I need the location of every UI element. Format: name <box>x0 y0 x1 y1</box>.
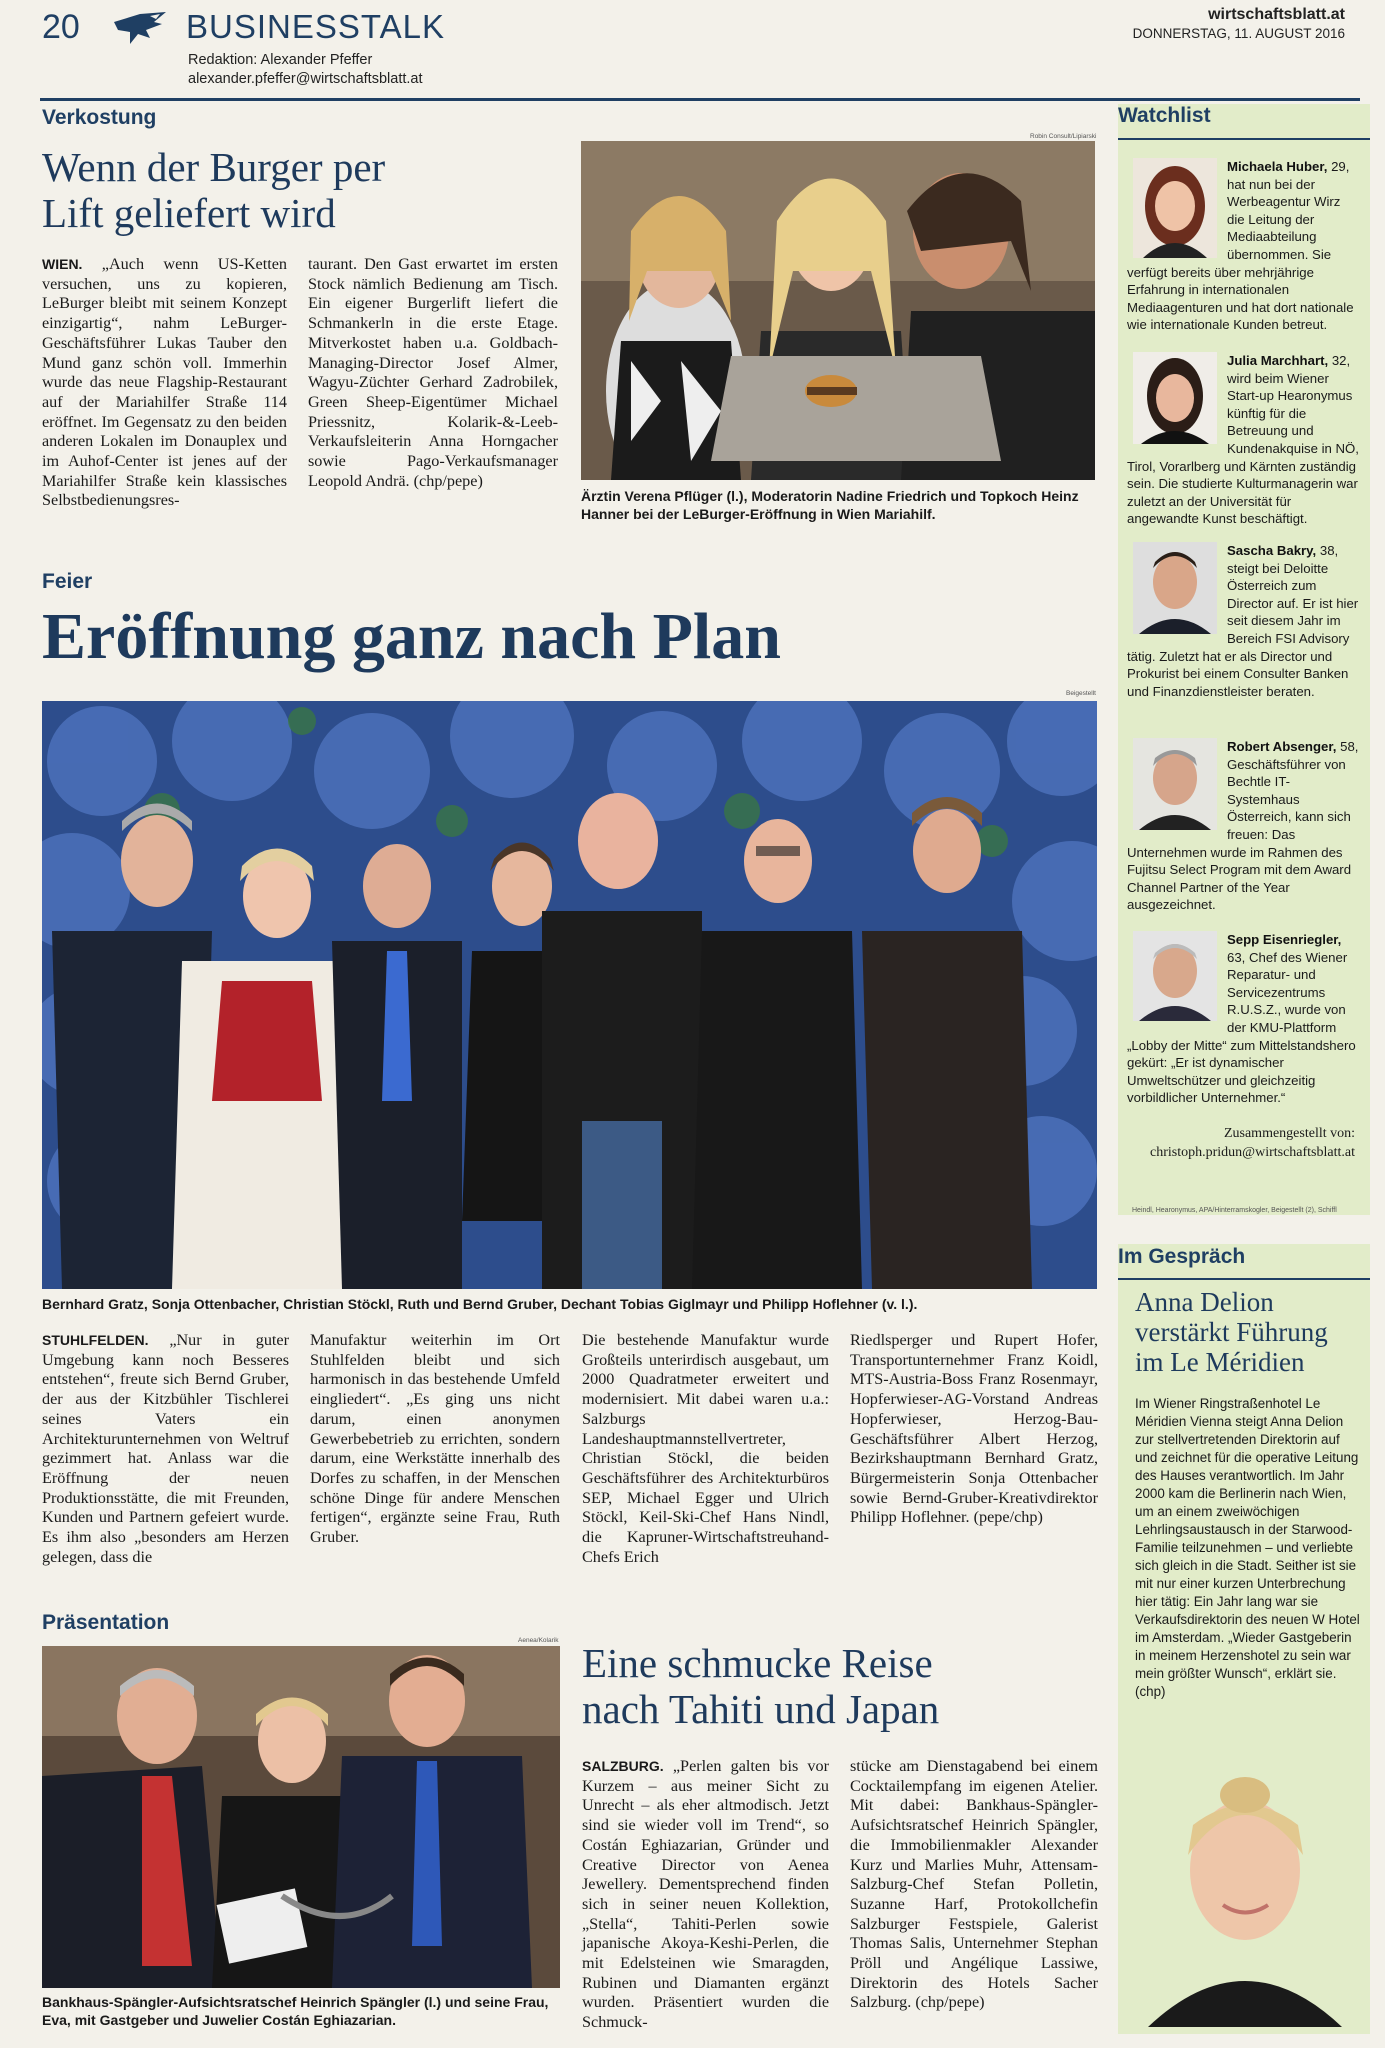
watchlist-compiled-email[interactable]: christoph.pridun@wirtschaftsblatt.at <box>1150 1145 1355 1160</box>
watchlist-text-eisenriegler: 63, Chef des Wiener Reparatur- und Servicezentrums R.U.S.Z., wurde von der KMU-Plattform „Lobby der Mitte“ zum Mittelstandshero gekürt: „Er ist dynamischer Umweltschützer und gleichzeitig vorbildlicher Unternehmer.“ <box>1127 949 1356 1106</box>
section-label-feier: Feier <box>42 570 93 593</box>
burger-dateline: WIEN. <box>42 256 83 272</box>
feier-col-2-text: Manufaktur weiterhin im Ort Stuhlfelden bleibt und sich harmonisch in das bestehende Umfeld eingliedert“. „Es ging uns nicht darum, einen anonymen Gewerbebetrieb zu errichten, sondern darum, eine Werkstätte innerhalb des Dorfes zu schaffen, in der Menschen schöne Dinge für andere Menschen fertigen“, ergänzte seine Frau, Ruth Gruber. <box>310 1331 560 1547</box>
caption-burger: Ärztin Verena Pflüger (l.), Moderatorin Nadine Friedrich und Topkoch Heinz Hanner bei der LeBurger-Eröffnung in Wien Mariahilf. <box>581 488 1079 522</box>
section-label-im-gespraech: Im Gespräch <box>1118 1245 1246 1268</box>
photo-praesentation <box>42 1646 560 1988</box>
photo-credit-burger: Robin Consult/Lipiarski <box>1030 133 1097 140</box>
caption-eroeffnung: Bernhard Gratz, Sonja Ottenbacher, Christian Stöckl, Ruth und Bernd Gruber, Dechant Tobias Giglmayr und Philipp Hoflehner (v. l.). <box>42 1296 918 1312</box>
watchlist-text-huber: 29, hat nun bei der Werbeagentur Wirz die Leitung der Mediaabteilung übernommen. Sie verfügt bereits über mehrjährige Erfahrung in internationalen Mediaagenturen und hat dort nationale wie internationale Kunden betreut. <box>1127 159 1354 333</box>
page-number: 20 <box>42 8 80 46</box>
interview-text: Im Wiener Ringstraßenhotel Le Méridien Vienna steigt Anna Delion zur stellvertretenden Direktorin auf und zeichnet für die operative Leitung des Hauses verantwortlich. Im Jahr 2000 kam die Berlinerin nach Wien, um an einem zweiwöchigen Lehrlingsaustausch in der Starwood-Familie teilzunehmen – und verliebte sich gleich in die Stadt. Seither ist sie mit nur einer kurzen Unterbrechung hier tätig: Ein Jahr lang war sie Verkaufsdirektorin des neuen W Hotel im Amsterdam. „Wieder Gastgeberin in meinem Herzenshotel zu sein war mein größter Wunsch“, erklärt sie. (chp) <box>1135 1396 1360 1699</box>
watchlist-photo-credits: Heindl, Hearonymus, APA/Hinterramskogler, Beigestellt (2), Schiffl <box>1132 1207 1337 1214</box>
watchlist-name-eisenriegler: Sepp Eisenriegler, <box>1227 932 1342 947</box>
burger-col-1 <box>42 255 287 511</box>
headline-schmuck-line2: nach Tahiti und Japan <box>582 1686 940 1733</box>
schmuck-dateline: SALZBURG. <box>582 1758 664 1774</box>
schmuck-col-1 <box>582 1757 829 2033</box>
schmuck-col-2-text: stücke am Dienstagabend bei einem Cocktailempfang im eigenen Atelier. Mit dabei: Bankhaus-Spängler-Aufsichtsratschef Heinrich Spängler, die Immobilienmakler Alexander Kurz und Marlies Muhr, Attensam-Salzburg-Chef Stefan Polletin, Suzanne Harf, Protokollchefin Salzburger Festspiele, Galerist Thomas Salis, Unternehmer Stephan Pröll und Angélique Lassiwe, Direktorin des Hotels Sacher Salzburg. (chp/pepe) <box>850 1757 1098 2012</box>
issue-date: DONNERSTAG, 11. AUGUST 2016 <box>1132 26 1345 41</box>
watchlist-entry-marchhart <box>1127 352 1359 528</box>
burger-col-2 <box>308 255 558 491</box>
photo-credit-praesentation: Aenea/Kolarik <box>518 1637 559 1644</box>
watchlist-name-marchhart: Julia Marchhart, <box>1227 353 1329 368</box>
photo-eroeffnung-group <box>42 701 1097 1289</box>
photo-burger-opening <box>581 141 1095 480</box>
feier-col-3 <box>582 1331 829 1567</box>
feier-col-2 <box>310 1331 560 1548</box>
headline-burger <box>42 144 582 237</box>
feier-col-1-text: „Nur in guter Umgebung kann noch Besseres entstehen“, freute sich Bernd Gruber, der aus der Kitzbühler Tischlerei seines Vaters ein Architekturunternehmen von Weltruf gezimmert hat. Anlass war die Eröffnung der neuen Produktionsstätte, die mit Freunden, Kunden und Partnern gefeiert wurde. Es ihm also „besonders am Herzen gelegen, dass die <box>42 1331 290 1566</box>
watchlist-text-absenger: 58, Geschäftsführer von Bechtle IT-Systemhaus Österreich, kann sich freuen: Das Unternehmen wurde im Rahmen des Fujitsu Select Program mit dem Award Channel Partner of the Year ausgezeichnet. <box>1127 739 1359 913</box>
section-label-watchlist: Watchlist <box>1118 104 1211 127</box>
headline-schmuck <box>582 1640 1102 1733</box>
burger-col-2-text: taurant. Den Gast erwartet im ersten Stock nämlich Bedienung am Tisch. Ein eigener Burgerlift liefert die Schmankerln in die erste Etage. Mitverkostet haben u.a. Goldbach-Managing-Director Josef Almer, Wagyu-Züchter Gerhard Zadrobilek, Green Sheep-Eigentümer Michael Priessnitz, Kolarik-&-Leeb-Verkaufsleiterin Anna Horngacher sowie Pago-Verkaufsmanager Leopold Andrä. (chp/pepe) <box>308 255 558 490</box>
editor-line: Redaktion: Alexander Pfeffer <box>188 52 373 68</box>
headline-anna-delion <box>1135 1287 1365 1378</box>
photo-credit-feier: Beigestellt <box>1066 690 1096 697</box>
headline-delion-line3: im Le Méridien <box>1135 1347 1305 1378</box>
watchlist-name-bakry: Sascha Bakry, <box>1227 543 1317 558</box>
watchlist-entry-huber <box>1127 158 1359 334</box>
eagle-logo-icon <box>110 8 170 48</box>
headline-schmuck-line1: Eine schmucke Reise <box>582 1640 933 1686</box>
feier-col-4-text: Riedlsperger und Rupert Hofer, Transportunternehmer Franz Koidl, MTS-Austria-Boss Franz Rosenmayr, Hopferwieser-AG-Vorstand Andreas Hopferwieser, Herzog-Bau-Geschäftsführer Albert Herzog, Bezirkshauptmann Bernhard Gratz, Bürgermeisterin Sonja Ottenbacher sowie Bernd-Gruber-Kreativdirektor Philipp Hoflehner. (pepe/chp) <box>850 1331 1098 1527</box>
watchlist-name-huber: Michaela Huber, <box>1227 159 1328 174</box>
watchlist-name-absenger: Robert Absenger, <box>1227 739 1337 754</box>
feier-dateline: STUHLFELDEN. <box>42 1332 149 1348</box>
schmuck-col-1-text: „Perlen galten bis vor Kurzem – aus meiner Sicht zu Unrecht – als eher altmodisch. Jetzt sind sie wieder voll im Trend“, so Costán Eghiazarian, Gründer und Creative Director von Aenea Jewellery. Dementsprechend finden sich in seiner neuen Kollektion, „Stella“, Tahiti-Perlen sowie japanische Akoya-Keshi-Perlen, die mit Edelsteinen wie Smaragden, Rubinen und Diamanten ergänzt wurden. Präsentiert wurden die Schmuck- <box>582 1757 830 2032</box>
watchlist-text-bakry: 38, steigt bei Deloitte Österreich zum Director auf. Er ist hier seit diesem Jahr im Bereich FSI Advisory tätig. Zuletzt hat er als Director und Prokurist bei einem Consulter Banken und Finanzdienstleister beraten. <box>1127 543 1359 699</box>
masthead-rule <box>40 98 1360 101</box>
caption-praesentation: Bankhaus-Spängler-Aufsichtsratschef Heinrich Spängler (l.) und seine Frau, Eva, mit Gastgeber und Juwelier Costán Eghiazarian. <box>42 1994 549 2028</box>
watchlist-text-marchhart: 32, wird beim Wiener Start-up Hearonymus künftig für die Betreuung und Kundenakquise in NÖ, Tirol, Vorarlberg und Kärnten zuständig sein. Die studierte Kulturmanagerin war zuletzt an der Universität für angewandte Kunst beschäftigt. <box>1127 353 1359 527</box>
portrait-anna-delion <box>1138 1765 1352 2027</box>
headline-delion-line1: Anna Delion <box>1135 1287 1274 1317</box>
section-label-praesentation: Präsentation <box>42 1611 170 1634</box>
section-label-verkostung: Verkostung <box>42 106 157 129</box>
editor-email[interactable]: alexander.pfeffer@wirtschaftsblatt.at <box>188 71 423 87</box>
watchlist-compiled-by: Zusammengestellt von: <box>1223 1126 1355 1141</box>
watchlist-entry-bakry <box>1127 542 1359 700</box>
section-title: BUSINESSTALK <box>186 8 445 45</box>
headline-delion-line2: verstärkt Führung <box>1135 1317 1328 1348</box>
schmuck-col-2 <box>850 1757 1098 2013</box>
watchlist-rule <box>1118 138 1370 140</box>
burger-col-1-text: „Auch wenn US-Ketten versuchen, uns zu kopieren, LeBurger bleibt mit seinem Konzept einzigartig“, nahm LeBurger-Geschäftsführer Lukas Tauber den Mund ganz schön voll. Immerhin wurde das neue Flagship-Restaurant auf der Mariahilfer Straße 114 eröffnet. Im Gegensatz zu den beiden anderen Lokalen im Donauplex und im Auhof-Center ist jenes auf der Mariahilfer Straße kein klassisches Selbstbedienungsres- <box>42 255 288 510</box>
feier-col-4 <box>850 1331 1098 1528</box>
interview-rule <box>1118 1278 1370 1280</box>
watchlist-entry-absenger <box>1127 738 1359 914</box>
site-name[interactable]: wirtschaftsblatt.at <box>1208 6 1345 23</box>
headline-eroeffnung: Eröffnung ganz nach Plan <box>42 600 781 673</box>
feier-col-1 <box>42 1331 289 1567</box>
headline-burger-line2: Lift geliefert wird <box>42 190 336 237</box>
feier-col-3-text: Die bestehende Manufaktur wurde Großteils unterirdisch ausgebaut, um 2000 Quadratmeter erweitert und modernisiert. Mit dabei waren u.a.: Salzburgs Landeshauptmannstellvertreter, Christian Stöckl, die beiden Geschäftsführer des Architekturbüros SEP, Michael Egger und Ulrich Stöckl, Keil-Ski-Chef Hans Nindl, die Kapruner-Wirtschaftstreuhand-Chefs Erich <box>582 1331 829 1566</box>
headline-burger-line1: Wenn der Burger per <box>42 144 386 190</box>
watchlist-entry-eisenriegler <box>1127 931 1359 1107</box>
